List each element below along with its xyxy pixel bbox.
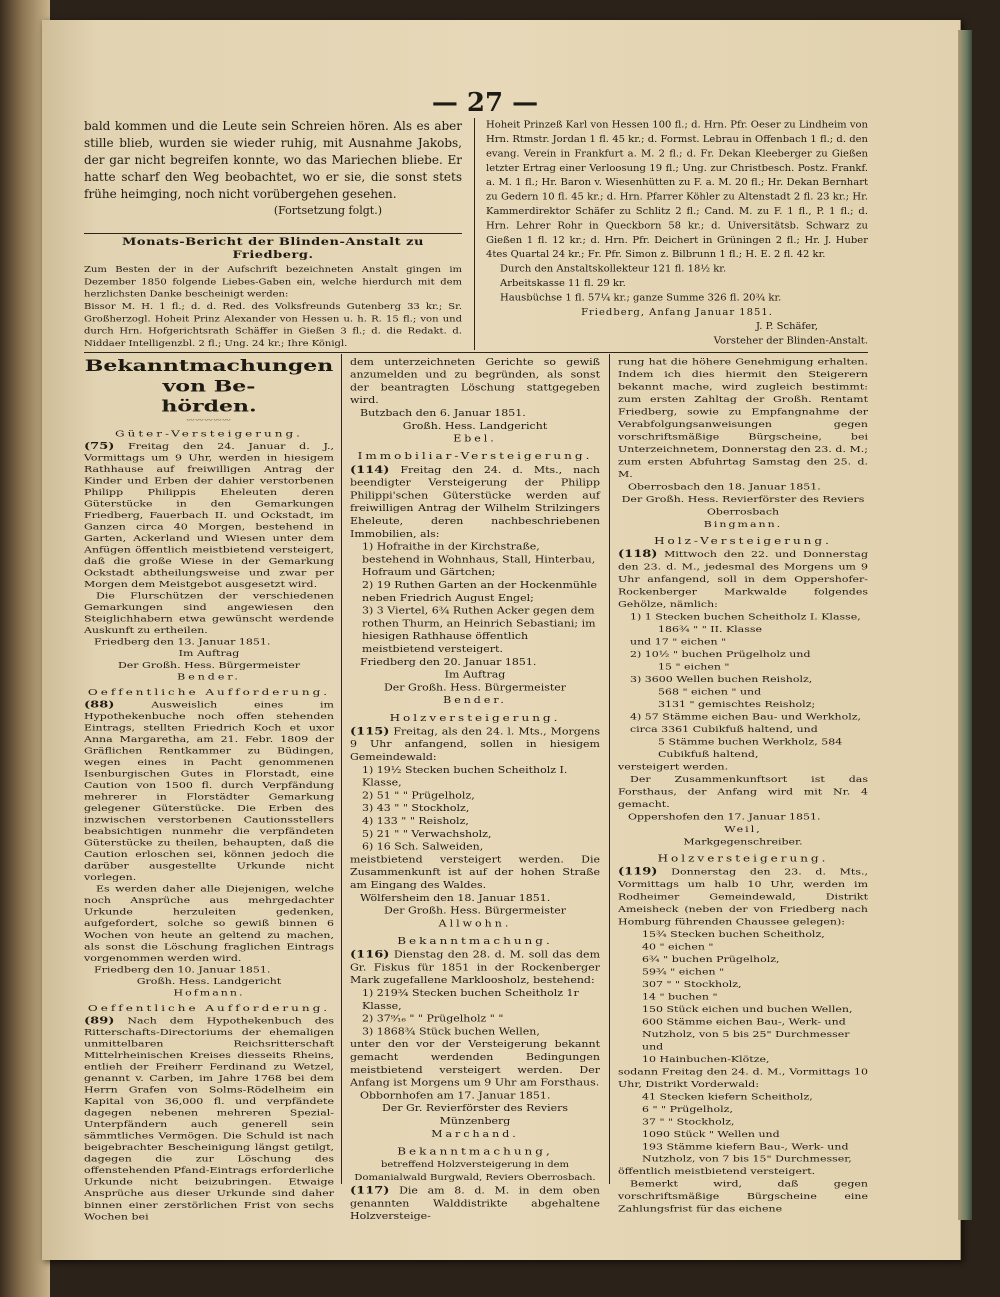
list-item: 1) 219¾ Stecken buchen Scheitholz 1r Klasse, [362, 988, 579, 1012]
notice-text: Dienstag den 28. d. M. soll das dem Gr. Fiskus für 1851 in der Rockenberger Mark zugefallene Markloosholz, bestehend: [350, 949, 600, 986]
list-item: 41 Stecken kiefern Scheitholz, [642, 1091, 813, 1102]
list-item: 15¾ Stecken buchen Scheitholz, [642, 929, 825, 940]
list-item: 3) 1868¾ Stück buchen Wellen, [362, 1026, 540, 1037]
heading-117: Bekanntmachung, [397, 1145, 553, 1157]
announcements-title-1: Bekanntmachungen von Be- [84, 356, 334, 396]
list-item: 600 Stämme eichen Bau-, Werk- und Nutzholz, von 5 bis 25" Durchmesser und [642, 1016, 850, 1052]
notice-75 [84, 441, 334, 591]
notice-number: (88) [84, 699, 115, 711]
report-continued [486, 118, 868, 348]
list-item: 14 " buchen " [642, 991, 718, 1002]
notice-116-name: Marchand. [431, 1128, 519, 1140]
horizontal-divider [84, 352, 868, 353]
notice-89 [84, 1016, 334, 1223]
list-item: 4) 133 " " Reisholz, [362, 816, 469, 827]
announcements-column-3 [618, 356, 868, 1216]
notice-text: Freitag den 24. Januar d. J., Vormittags um 9 Uhr, werden in hiesigem Rathhause auf freiwilligen Antrag der Kinder und Erben der dahier verstorbenen Philipp Philippis Eheleuten deren Güterstücke in den Gemarkungen Friedberg, Fauerbach II. und Ockstadt, im Ganzen circa 40 Morgen, bestehend in Garten, Ackerland und Wiesen unter dem Anfügen öffentlich meistbietend versteigert, daß die große Wiese in der Gemarkung Ockstadt abtheilungsweise und zwar per Morgen dem Meistgebot ausgesetzt wird. [84, 441, 334, 590]
notice-114 [350, 464, 600, 541]
report-section [84, 236, 462, 350]
story-section [84, 118, 462, 219]
notice-75-auftrag: Im Auftrag [178, 649, 240, 659]
subheading-117: betreffend Holzversteigerung in dem Domanialwald Burgwald, Reviers Oberrosbach. [354, 1160, 596, 1183]
report-donations-right: Hoheit Prinzeß Karl von Hessen 100 fl.; d. Hrn. Pfr. Oeser zu Lindheim von Hrn. Rtmstr. Jordan 1 fl. 45 kr.; d. Formst. Lebrau in Offenbach 1 fl.; d. den evang. Verein in Frankfurt a. M. 2 fl.; d. Fr. Dekan Kleeberger zu Gießen letzter Ertrag einer Verloosung 19 fl.; Ung. zur Christbesch. Postz. Frankf. a. M. 1 fl.; Hr. Baron v. Wiesenhütten zu F. a. M. 20 fl.; Hr. Dekan Bernhart zu Gedern 10 fl. 45 kr.; d. Hrn. Pfarrer Köhler zu Altenstadt 2 fl. 23 kr.; Hr. Kammerdirektor Schäfer zu Schlitz 2 fl.; Cand. M. zu F. 1 fl., P. 1 fl.; d. Hrn. Lehrer Rohr in Queckborn 58 kr.; d. Universitätsb. Schwarz zu Gießen 1 fl. 12 kr.; d. Hrn. Pfr. Deichert in Grüningen 2 fl.; Hr. J. Huber 4tes Quartal 24 kr.; Fr. Pfr. Simon z. Bilbrunn 1 fl.; H. E. 2 fl. 42 kr. [486, 119, 868, 261]
list-item: 3) 3600 Wellen buchen Reisholz, [630, 674, 813, 685]
notice-118-c: Der Zusammenkunftsort ist das Forsthaus, der Anfang wird mit Nr. 4 gemacht. [618, 774, 868, 810]
notice-115-b: meistbietend versteigert werden. Die Zusammenkunft ist auf der hohen Straße am Eingang des Waldes. [350, 854, 600, 891]
notice-88 [84, 699, 334, 883]
right-page-edge [958, 30, 972, 1220]
announcements-title-2: hörden. [161, 397, 257, 416]
list-item: 3131 " gemischtes Reisholz; [658, 699, 816, 710]
list-item: 37 " " Stockholz, [642, 1116, 735, 1127]
heading-119: Holzversteigerung. [657, 852, 829, 864]
continued-signer: Der Großh. Hess. Revierförster des Reviers Oberrosbach [621, 494, 865, 517]
story-continued: (Fortsetzung folgt.) [273, 204, 382, 217]
continued-name: Bingmann. [703, 519, 783, 530]
notice-88-name: Hofmann. [173, 988, 245, 998]
report-signer-title: Vorsteher der Blinden-Anstalt. [713, 335, 868, 347]
list-item: 1) 1 Stecken buchen Scheitholz I. Klasse, [630, 611, 861, 622]
notice-115 [350, 726, 600, 764]
notice-119-b: sodann Freitag den 24. d. M., Vormittags 10 Uhr, Distrikt Vorderwald: [618, 1066, 868, 1090]
list-item: 2) 10½ " buchen Prügelholz und [630, 649, 811, 660]
notice-number: (75) [84, 440, 115, 452]
list-item: 1) Hofraithe in der Kirchstraße, bestehend in Wohnhaus, Stall, Hinterbau, Hofraum und Gärtchen; [362, 541, 596, 578]
list-item: 2) 37⁹⁄₁₆ " " Prügelholz " " [362, 1013, 504, 1024]
list-item: 193 Stämme kiefern Bau-, Werk- und Nutzholz, von 7 bis 15" Durchmesser, [642, 1141, 852, 1165]
heading-118: Holz-Versteigerung. [654, 535, 832, 547]
heading-115: Holzversteigerung. [389, 712, 561, 724]
list-item: 6¾ " buchen Prügelholz, [642, 954, 780, 965]
list-item: 150 Stück eichen und buchen Wellen, [642, 1004, 853, 1015]
notice-119-d: Bemerkt wird, daß gegen vorschriftsmäßige Bürgscheine eine Zahlungsfrist für das eichene [618, 1178, 868, 1214]
notice-115-signer: Der Großh. Hess. Bürgermeister [383, 905, 567, 916]
notice-75-date: Friedberg den 13. Januar 1851. [94, 637, 271, 647]
list-item: 2) 19 Ruthen Garten an der Hockenmühle neben Friedrich August Engel; [362, 580, 598, 604]
notice-text: Freitag, als den 24. l. Mts., Morgens 9 Uhr anfangend, sollen in hiesigem Gemeindewald: [350, 726, 601, 763]
notice-75-b: Die Flurschützen der verschiedenen Gemarkungen sind angewiesen den Steiglichhabern etwa gewünscht werdende Auskunft zu ertheilen. [84, 591, 334, 636]
notice-118-b: versteigert werden. [618, 761, 729, 772]
notice-118-name: Markgegenschreiber. [683, 836, 803, 847]
report-signer: J. P. Schäfer, [756, 321, 818, 333]
list-item: 1) 19½ Stecken buchen Scheitholz I. Klasse, [362, 764, 568, 788]
report-intro: Zum Besten der in der Aufschrift bezeichneten Anstalt gingen im Dezember 1850 folgende Liebes-Gaben ein, welche hierdurch mit dem herzlichsten Danke bescheinigt werden: [84, 265, 462, 300]
notice-text: Die am 8. d. M. in dem oben genannten Walddistrikte abgehaltene Holzversteige- [350, 1185, 600, 1222]
list-item: 15 " eichen " [658, 661, 730, 672]
notice-number: (119) [618, 866, 658, 878]
notice-119 [618, 866, 868, 928]
report-arbeitskasse: Arbeitskasse 11 fl. 29 kr. [500, 278, 626, 289]
notice-75-name: Bender. [177, 672, 241, 682]
notice-114-auftrag: Im Auftrag [444, 669, 506, 680]
announcements-column-2 [350, 356, 600, 1223]
page-number: — 27 — [431, 88, 539, 118]
notice-118 [618, 549, 868, 611]
notice-114-signer: Der Großh. Hess. Bürgermeister [383, 682, 567, 693]
list-item: und 17 " eichen " [630, 636, 727, 647]
notice-116 [350, 949, 600, 987]
notice-119-c: öffentlich meistbietend versteigert. [618, 1166, 816, 1177]
continued-date: Oberrosbach den 18. Januar 1851. [628, 481, 821, 492]
list-item: 186¾ " " II. Klasse [658, 624, 763, 635]
notice-text: Mittwoch den 22. und Donnerstag den 23. d. M., jedesmal des Morgens um 9 Uhr anfangend, soll in dem Oppershofer-Rockenberger Markwalde folgendes Gehölze, nämlich: [618, 549, 868, 610]
column-divider [474, 118, 475, 350]
continued-name: Ebel. [453, 433, 497, 444]
notice-number: (118) [618, 548, 658, 561]
notice-text: Nach dem Hypothekenbuch des Ritterschafts-Directoriums der ehemaligen unmittelbaren Reichsritterschaft Mittelrheinischen Kreises diesseits Rheins, entlieh der Freiherr Ferdinand zu Wetzel, genannt v. Carben, im Jahre 1768 bei dem Herrn Grafen von Solms-Rödelheim ein Kapital von 36,000 fl. und verpfändete dagegen nebenen mehreren Spezial-Unterpfändern auch generell sein sämmtliches Vermögen. Die Schuld ist nach beigebrachter Bescheinigung längst getilgt, dagegen die zur Löschung des offenstehenden Pfand-Eintrags erforderliche Urkunde nicht beizubringen. Etwaige Ansprüche aus dieser Urkunde sind daher binnen einer zerstörlichen Frist von sechs Wochen bei [84, 1016, 334, 1222]
list-item: 3) 43 " " Stockholz, [362, 803, 470, 814]
report-place-date: Friedberg, Anfang Januar 1851. [581, 307, 773, 318]
notice-text: Freitag den 24. d. Mts., nach beendigter Versteigerung der Philipp Philippi'schen Güterstücke werden auf freiwilligen Antrag der Wilhelm Strilzingers Eheleute, deren nachbeschriebenen Immobilien, als: [350, 464, 600, 540]
notice-number: (116) [350, 948, 390, 961]
heading-89: Oeffentliche Aufforderung. [87, 1003, 331, 1014]
report-hausbuechse: Hausbüchse 1 fl. 57¼ kr.; ganze Summe 326 fl. 20¾ kr. [500, 292, 782, 304]
column-divider [609, 354, 610, 1184]
report-title: Monats-Bericht der Blinden-Anstalt zu Friedberg. [122, 236, 424, 262]
notice-116-b: unter den vor der Versteigerung bekannt gemacht werdenden Bedingungen meistbietend versteigert werden. Der Anfang ist Morgens um 9 Uhr am Forsthaus. [350, 1039, 600, 1088]
notice-115-name: Allwohn. [438, 918, 512, 929]
list-item: 307 " " Stockholz, [642, 979, 742, 990]
notice-115-date: Wölfersheim den 18. Januar 1851. [360, 892, 551, 904]
story-text: bald kommen und die Leute sein Schreien hören. Als es aber stille blieb, wurden sie wieder ruhig, mit Ausnahme Jakobs, der gar nicht begreifen konnte, wo das Mariechen bliebe. Er hatte scharf den Weg beobachtet, wo er sie, die sonst stets frühe heimging, noch nicht vorübergehen gesehen. [84, 119, 462, 201]
report-kollekteur: Durch den Anstaltskollekteur 121 fl. 18½ kr. [500, 263, 727, 275]
list-item: 4) 57 Stämme eichen Bau- und Werkholz, circa 3361 Cubikfuß haltend, und [630, 711, 862, 735]
list-item: 5 Stämme buchen Werkholz, 584 Cubikfuß haltend, [658, 736, 843, 760]
notice-number: (114) [350, 464, 390, 476]
notice-number: (89) [84, 1015, 115, 1027]
list-item: 59¾ " eichen " [642, 966, 725, 977]
notice-text: Ausweislich eines im Hypothekenbuche noch offen stehenden Eintrags, stellten Friedrich Koch et uxor Anna Margaretha, am 21. Febr. 1809 der Gräflichen Rentkammer zu Büdingen, wegen eines in Pacht genommenen Isenburgischen Gutes in Florstadt, eine Caution von 1500 fl. durch Verpfändung mehrerer in Florstädter Gemarkung gelegener Güterstücke. Die Erben des inzwischen verstorbenen Cautionsstellers beabsichtigen nunmehr die verpfändeten Güterstücke zu theilen, behaupten, daß die Caution erloschen sei, können jedoch die darüber ausgestellte Urkunde nicht vorlegen. [84, 700, 334, 883]
list-item: 2) 51 " " Prügelholz, [362, 790, 475, 801]
list-item: 6) 16 Sch. Salweiden, [362, 841, 484, 852]
heading-114: Immobiliar-Versteigerung. [357, 450, 593, 462]
continued-text: dem unterzeichneten Gerichte so gewiß anzumelden und zu begründen, als sonst der beantragten Löschung stattgegeben wird. [350, 356, 600, 406]
list-item: 6 " " Prügelholz, [642, 1104, 733, 1115]
divider [84, 233, 462, 234]
notice-116-signer: Der Gr. Revierförster des Reviers Münzenberg [381, 1103, 569, 1127]
continued-text: rung hat die höhere Genehmigung erhalten. Indem ich dies hiermit den Steigerern bekannt mache, wird zugleich bestimmt: zum ersten Zahltag der Großh. Rentamt Friedberg, sowie zu Empfangnahme der Verabfolgungsanweisungen gegen vorschriftsmäßige Bürgscheine, bei Unterzeichnetem, Donnerstag den 23. d. M.; zum ersten Abfuhrtag Samstag den 25. d. M. [618, 356, 868, 480]
notice-number: (117) [350, 1184, 390, 1197]
report-donations-left: Bissor M. H. 1 fl.; d. d. Red. des Volksfreunds Gutenberg 33 kr.; Sr. Großherzogl. Hoheit Prinz Alexander von Hessen u. h. R. 15 fl.; von und durch Hrn. Hofgerichtsrath Schäffer in Gießen 3 fl.; d. die Redakt. d. Niddaer Intelligenzbl. 2 fl.; Ung. 24 kr.; Ihre Königl. [84, 302, 462, 349]
notice-114-name: Bender. [443, 695, 507, 706]
notice-88-signer: Großh. Hess. Landgericht [136, 976, 282, 986]
list-item: 3) 3 Viertel, 6¾ Ruthen Acker gegen dem rothen Thurm, an Heinrich Sebastiani; im hiesigen Rathhause öffentlich meistbietend versteigert. [362, 605, 596, 655]
notice-114-date: Friedberg den 20. Januar 1851. [360, 656, 537, 668]
heading-116: Bekanntmachung. [397, 935, 553, 947]
heading-88: Oeffentliche Aufforderung. [87, 687, 331, 698]
list-item: 1090 Stück " Wellen und [642, 1128, 780, 1140]
notice-117 [350, 1185, 600, 1223]
notice-75-signer: Der Großh. Hess. Bürgermeister [117, 660, 301, 670]
list-item: 10 Hainbuchen-Klötze, [642, 1054, 770, 1065]
notice-88-b: Es werden daher alle Diejenigen, welche noch Ansprüche aus mehrgedachter Urkunde herzuleiten gedenken, aufgefordert, solche so gewiß binnen 6 Wochen von heute an geltend zu machen, als sonst die Löschung fraglichen Eintrags vorgenommen werden wird. [84, 884, 334, 963]
list-item: 40 " eichen " [642, 941, 714, 952]
list-item: 568 " eichen " und [658, 686, 762, 697]
notice-88-date: Friedberg den 10. Januar 1851. [94, 965, 271, 975]
continued-date: Butzbach den 6. Januar 1851. [360, 408, 526, 419]
continued-signer: Großh. Hess. Landgericht [402, 420, 548, 432]
notice-number: (115) [350, 725, 390, 738]
list-item: 5) 21 " " Verwachsholz, [362, 828, 492, 840]
notice-text: Donnerstag den 23. d. Mts., Vormittags um halb 10 Uhr, werden im Rodheimer Gemeindewald, Distrikt Ameisheck (neben der von Friedberg nach Homburg führenden Chaussee gelegen): [618, 866, 868, 927]
notice-118-date: Oppershofen den 17. Januar 1851. [628, 811, 821, 822]
column-divider [341, 354, 342, 1184]
heading-75: Güter-Versteigerung. [115, 428, 303, 439]
ornament: 〰〰〰〰〰 [186, 417, 232, 424]
announcements-column-1 [84, 356, 334, 1223]
notice-118-signer: Weil, [724, 824, 762, 835]
notice-116-date: Obbornhofen am 17. Januar 1851. [360, 1090, 551, 1101]
